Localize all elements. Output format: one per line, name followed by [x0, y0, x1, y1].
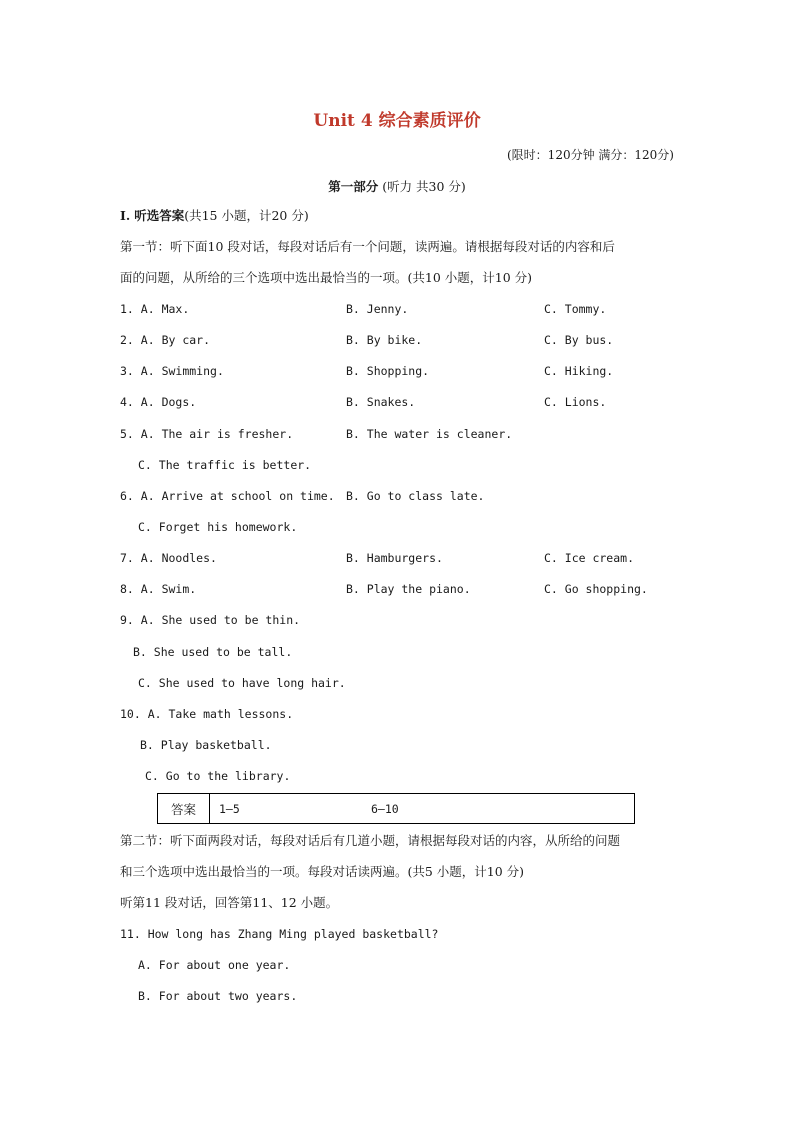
part-heading [0, 177, 794, 195]
question-5-option-c: C. The traffic is better. [138, 458, 312, 472]
question-6-option-a: 6. A. Arrive at school on time. [120, 489, 335, 503]
question-row [0, 707, 794, 723]
question-row [0, 989, 794, 1005]
question-6-option-c: C. Forget his homework. [138, 520, 298, 534]
question-3-option-a: 3. A. Swimming. [120, 364, 224, 378]
question-row [0, 551, 794, 567]
question-9-option-b: B. She used to be tall. [133, 645, 293, 659]
question-10-option-a: 10. A. Take math lessons. [120, 707, 294, 721]
question-1-option-c: C. Tommy. [544, 302, 607, 316]
answer-range-1-5[interactable]: 1—5 [219, 801, 240, 816]
question-11-option-a: A. For about one year. [138, 958, 291, 972]
answer-range-6-10[interactable]: 6—10 [371, 801, 399, 816]
question-row [0, 302, 794, 318]
question-row [0, 489, 794, 505]
question-4-option-c: C. Lions. [544, 395, 607, 409]
question-10-option-b: B. Play basketball. [140, 738, 272, 752]
question-5-option-b: B. The water is cleaner. [346, 427, 513, 441]
question-7-option-c: C. Ice cream. [544, 551, 635, 565]
question-5-option-a: 5. A. The air is fresher. [120, 427, 294, 441]
section-heading [120, 208, 309, 224]
question-8-option-a: 8. A. Swim. [120, 582, 197, 596]
part-title: 第一部分 [328, 179, 379, 194]
question-row [0, 582, 794, 598]
question-6-option-b: B. Go to class late. [346, 489, 485, 503]
page-title: Unit 4 综合素质评价 [313, 111, 481, 131]
question-4-option-a: 4. A. Dogs. [120, 395, 197, 409]
question-11-stem: 11. How long has Zhang Ming played basketball? [120, 927, 439, 941]
section-name: 听选答案 [134, 208, 185, 223]
section-roman: I. [120, 208, 131, 223]
question-row [0, 645, 794, 661]
question-10-option-c: C. Go to the library. [145, 769, 291, 783]
question-11-option-b: B. For about two years. [138, 989, 298, 1003]
question-9-option-c: C. She used to have long hair. [138, 676, 346, 690]
question-2-option-b: B. By bike. [346, 333, 423, 347]
question-row [0, 458, 794, 474]
answer-table [157, 793, 635, 824]
question-row [0, 613, 794, 629]
part-note: (听力 共30 分) [382, 179, 466, 194]
question-row [0, 738, 794, 754]
question-row [0, 395, 794, 411]
question-2-option-c: C. By bus. [544, 333, 614, 347]
time-score-note: (限时：120分钟 满分：120分) [507, 148, 674, 162]
sub2-instruction-line2: 和三个选项中选出最恰当的一项。每段对话读两遍。(共5 小题，计10 分) [120, 864, 525, 879]
answer-table-label: 答案 [158, 794, 210, 823]
question-4-option-b: B. Snakes. [346, 395, 416, 409]
question-row [0, 958, 794, 974]
question-7-option-a: 7. A. Noodles. [120, 551, 217, 565]
question-8-option-b: B. Play the piano. [346, 582, 471, 596]
question-1-option-a: 1. A. Max. [120, 302, 190, 316]
question-7-option-b: B. Hamburgers. [346, 551, 443, 565]
sub1-instruction-line2: 面的问题，从所给的三个选项中选出最恰当的一项。(共10 小题，计10 分) [120, 270, 533, 285]
question-2-option-a: 2. A. By car. [120, 333, 211, 347]
question-row [0, 676, 794, 692]
sub2-instruction-line1: 第二节：听下面两段对话，每段对话后有几道小题，请根据每段对话的内容，从所给的问题 [120, 833, 621, 848]
sub1-instruction-line1: 第一节：听下面10 段对话，每段对话后有一个问题，读两遍。请根据每段对话的内容和后 [120, 239, 615, 254]
question-1-option-b: B. Jenny. [346, 302, 409, 316]
question-8-option-c: C. Go shopping. [544, 582, 648, 596]
section-note: (共15 小题，计20 分) [184, 208, 309, 223]
question-row [0, 427, 794, 443]
question-row [0, 333, 794, 349]
question-3-option-b: B. Shopping. [346, 364, 430, 378]
question-row [0, 364, 794, 380]
question-row [0, 520, 794, 536]
question-row [0, 927, 794, 943]
question-9-option-a: 9. A. She used to be thin. [120, 613, 301, 627]
question-row [0, 769, 794, 785]
question-3-option-c: C. Hiking. [544, 364, 614, 378]
dialog-11-intro: 听第11 段对话，回答第11、12 小题。 [120, 895, 339, 910]
